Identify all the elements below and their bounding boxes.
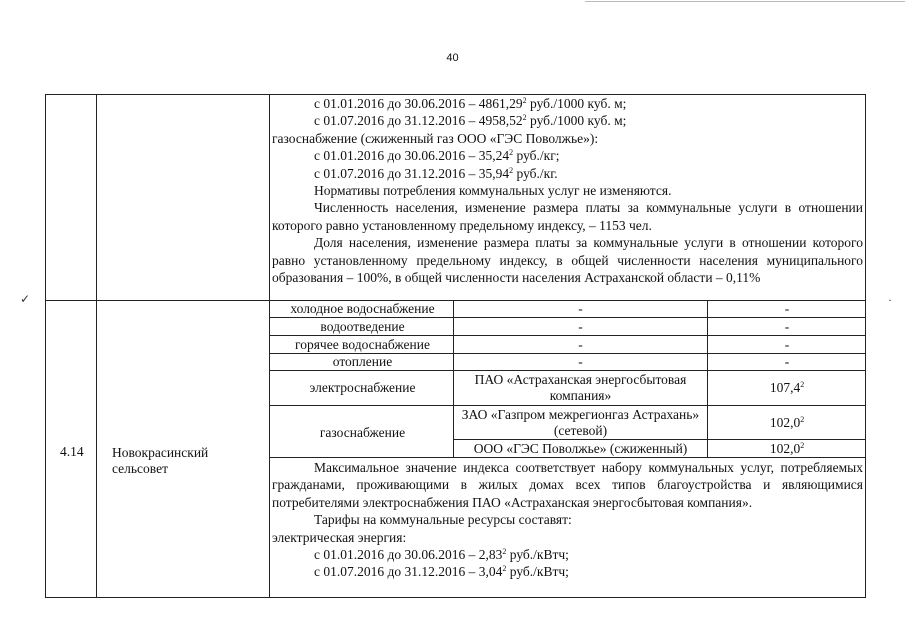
- norms-line: Нормативы потребления коммунальных услуг не изменяются.: [314, 183, 672, 199]
- supplier-gas-network: ЗАО «Газпром межрегионгаз Астрахань» (сетевой): [461, 407, 700, 438]
- population-paragraph: Численность населения, изменение размера платы за коммунальные услуги в отношении которого равно установленному предельному индексу, – 1153 чел.: [272, 200, 863, 233]
- share-paragraph: Доля населения, изменение размера платы за коммунальные услуги в отношении которого равно установленному предельному индексу, в общей численности населения муниципального образования – 100%, в общей численности населения Астраханской области – 0,11%: [272, 235, 863, 286]
- service-cold-water: холодное водоснабжение: [290, 301, 435, 316]
- tariff-line: с 01.07.2016 до 31.12.2016 – 3,04$^2$ руб./кВтч;: [314, 564, 569, 580]
- service-heating: отопление: [332, 354, 393, 369]
- row-number: 4.14: [60, 444, 84, 459]
- tariffs-block: [272, 459, 863, 581]
- supplier-cold-water: -: [578, 301, 583, 316]
- scan-speck: ·: [888, 293, 892, 307]
- column-divider: [96, 95, 97, 597]
- index-cold-water: -: [784, 301, 790, 316]
- service-electricity: электроснабжение: [309, 380, 416, 395]
- subtable-row-line: [269, 405, 865, 406]
- tariff-line: с 01.07.2016 до 31.12.2016 – 4958,52$^2$ руб./1000 куб. м;: [314, 113, 627, 129]
- tariff-line: с 01.07.2016 до 31.12.2016 – 35,94$^2$ руб./кг.: [314, 165, 558, 181]
- tariff-line: с 01.01.2016 до 30.06.2016 – 4861,29$^2$ руб./1000 куб. м;: [314, 96, 627, 111]
- page-number: 40: [446, 52, 459, 64]
- index-hot-water: -: [784, 337, 790, 352]
- continued-tariff-block: [272, 95, 863, 286]
- index-gas-liquefied: 102,0$^2$: [769, 441, 805, 456]
- index-gas-network: 102,0$^2$: [769, 415, 805, 430]
- index-electricity: 107,4$^2$: [769, 380, 805, 395]
- supplier-gas-liquefied: ООО «ГЭС Поволжье» (сжиженный): [473, 441, 688, 456]
- supplier-electricity: ПАО «Астраханская энергосбытовая компания»: [474, 372, 687, 403]
- service-hot-water: горячее водоснабжение: [295, 337, 430, 352]
- supplier-heating: -: [578, 354, 583, 369]
- max-index-paragraph: Максимальное значение индекса соответствует набору коммунальных услуг, потребляемых гражданами, проживающими в жилых домах всех типов благоустройства и являющимися потребителями электроснабжения ПАО «Астраханская энергосбытовая компания».: [272, 460, 863, 510]
- subtable-row-line: [269, 335, 865, 336]
- subtable-row-line: [269, 370, 865, 371]
- tariff-heading: газоснабжение (сжиженный газ ООО «ГЭС Поволжье»):: [272, 130, 599, 146]
- tariff-line: с 01.01.2016 до 30.06.2016 – 35,24$^2$ руб./кг;: [314, 148, 560, 164]
- index-heating: -: [784, 354, 790, 369]
- subtable-row-line: [269, 317, 865, 318]
- tariffs-intro: Тарифы на коммунальные ресурсы составят:: [314, 512, 572, 528]
- supplier-hot-water: -: [578, 337, 583, 352]
- municipality-name: Новокрасинский сельсовет: [112, 445, 209, 476]
- scan-edge-line: [585, 1, 905, 2]
- subtable-row-line: [269, 457, 865, 458]
- tariff-line: с 01.01.2016 до 30.06.2016 – 2,83$^2$ руб./кВтч;: [314, 547, 569, 563]
- scan-speck: ✓: [20, 292, 31, 306]
- column-divider: [269, 95, 270, 597]
- subtable-row-line: [453, 439, 865, 440]
- service-sewerage: водоотведение: [320, 319, 405, 334]
- electric-heading: электрическая энергия:: [272, 529, 407, 545]
- tariff-table: [45, 94, 866, 598]
- service-gas: газоснабжение: [319, 425, 406, 440]
- supplier-sewerage: -: [578, 319, 583, 334]
- index-sewerage: -: [784, 319, 790, 334]
